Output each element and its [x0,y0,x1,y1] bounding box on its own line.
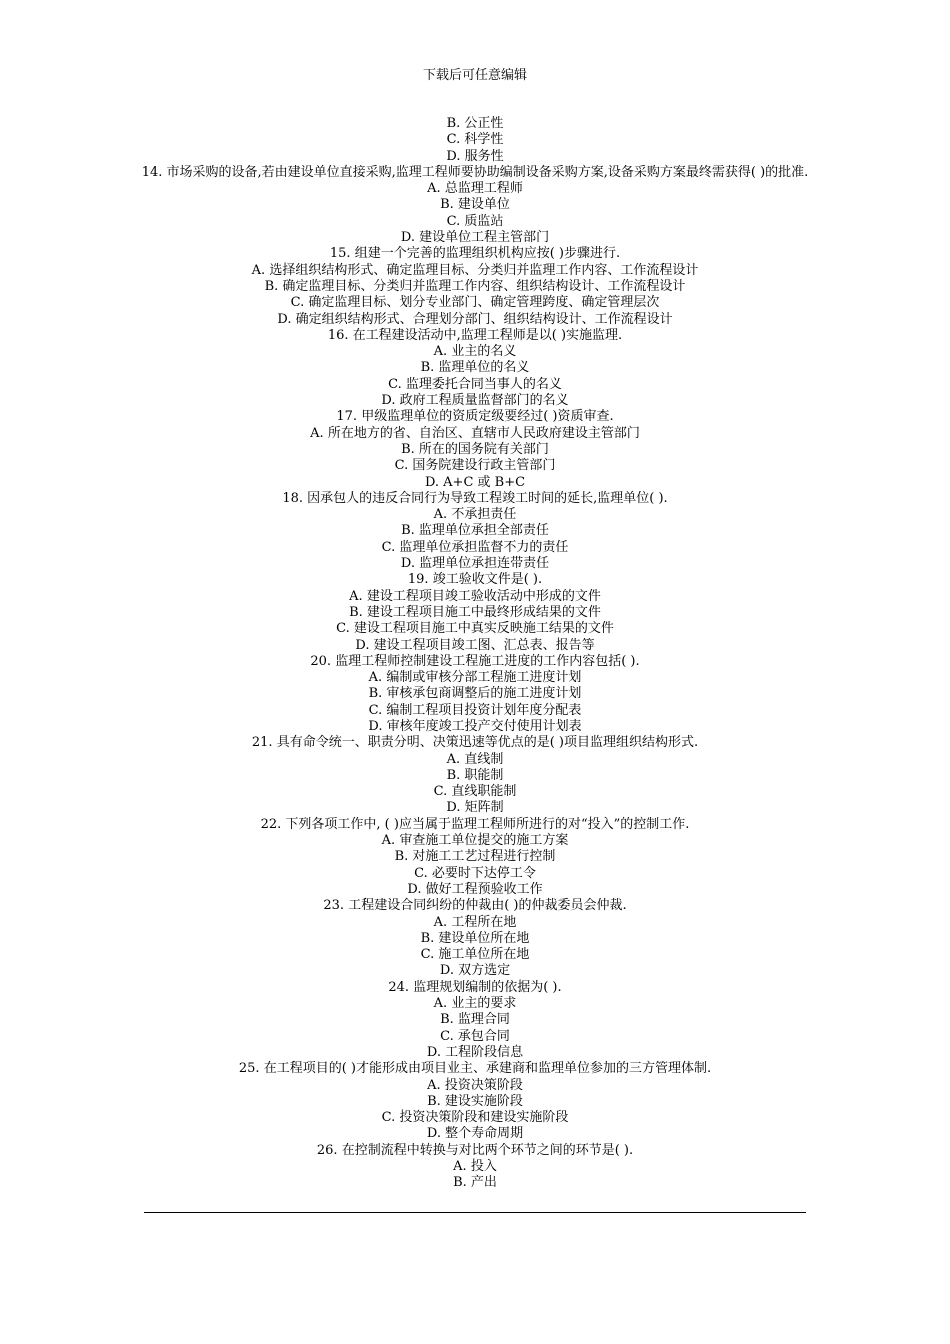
document-line: 16. 在工程建设活动中,监理工程师是以( )实施监理. [327,327,623,343]
document-line: B. 监理合同 [440,1012,510,1028]
document-line: C. 承包合同 [440,1028,510,1044]
document-line: C. 施工单位所在地 [420,947,530,963]
document-line: 25. 在工程项目的( )才能形成由项目业主、承建商和监理单位参加的三方管理体制. [238,1061,712,1077]
document-line: D. 双方选定 [439,963,511,979]
document-line: 22. 下列各项工作中, ( )应当属于监理工程师所进行的对“投入”的控制工作. [260,816,690,832]
document-line: D. 建设单位工程主管部门 [400,230,550,246]
document-line: C. 投资决策阶段和建设实施阶段 [381,1110,569,1126]
document-line: 21. 具有命令统一、职责分明、决策迅速等优点的是( )项目监理组织结构形式. [251,735,699,751]
page-header: 下载后可任意编辑 [422,68,527,83]
document-line: 24. 监理规划编制的依据为( ). [388,979,562,995]
document-line: A. 建设工程项目竣工验收活动中形成的文件 [349,588,601,604]
document-line: 26. 在控制流程中转换与对比两个环节之间的环节是( ). [316,1142,634,1158]
document-line: 20. 监理工程师控制建设工程施工进度的工作内容包括( ). [310,653,640,669]
document-line: C. 建设工程项目施工中真实反映施工结果的文件 [336,621,614,637]
document-line: A. 不承担责任 [433,507,517,523]
document-line: A. 投入 [453,1159,497,1174]
document-line: B. 职能制 [446,767,504,783]
document-line: B. 产出 [453,1175,497,1191]
document-line: D. 整个寿命周期 [426,1126,524,1142]
document-line: C. 国务院建设行政主管部门 [394,458,556,474]
document-line: C. 监理委托合同当事人的名义 [388,376,562,392]
document-line: B. 建设单位所在地 [420,930,530,946]
document-line: C. 科学性 [446,132,504,148]
document-line: D. 确定组织结构形式、合理划分部门、组织结构设计、工作流程设计 [277,311,673,327]
document-line: B. 所在的国务院有关部门 [401,441,549,457]
document-line: B. 建设实施阶段 [427,1093,523,1109]
document-line: D. 建设工程项目竣工图、汇总表、报告等 [355,637,595,653]
document-line: C. 监理单位承担监督不力的责任 [381,539,569,555]
document-line: A. 所在地方的省、自治区、直辖市人民政府建设主管部门 [310,425,640,441]
document-body [140,116,810,1192]
document-line: B. 建设单位 [440,197,510,213]
document-line: A. 业主的名义 [433,344,517,360]
document-line: B. 建设工程项目施工中最终形成结果的文件 [349,604,601,620]
document-line: A. 总监理工程师 [427,181,523,197]
document-line: D. 做好工程预验收工作 [407,881,543,897]
document-line: A. 直线制 [446,751,504,767]
document-line: A. 选择组织结构形式、确定监理目标、分类归并监理工作内容、工作流程设计 [251,262,699,278]
page-bottom-rule [144,1212,806,1213]
document-line: B. 监理单位的名义 [420,360,530,376]
document-line: C. 必要时下达停工令 [414,865,536,881]
document-line: 14. 市场采购的设备,若由建设单位直接采购,监理工程师要协助编制设备采购方案,设备采购方案最终需获得( )的批准. [141,164,809,180]
document-line: B. 确定监理目标、分类归并监理工作内容、组织结构设计、工作流程设计 [264,278,686,294]
document-line: D. 审核年度竣工投产交付使用计划表 [368,718,582,734]
document-line: D. 服务性 [446,148,504,164]
document-line: C. 编制工程项目投资计划年度分配表 [368,702,582,718]
document-line: 15. 组建一个完善的监理组织机构应按( )步骤进行. [329,246,621,262]
document-line: A. 工程所在地 [433,914,517,930]
document-line: C. 质监站 [446,213,504,229]
document-line: D. 政府工程质量监督部门的名义 [381,393,569,409]
document-line: 19. 竣工验收文件是( ). [407,572,543,588]
document-line: D. A+C 或 B+C [424,474,526,490]
document-line: D. 监理单位承担连带责任 [400,556,550,572]
document-line: B. 对施工工艺过程进行控制 [394,849,556,865]
document-line: B. 公正性 [446,116,504,131]
document-line: D. 工程阶段信息 [426,1044,524,1060]
document-line: A. 编制或审核分部工程施工进度计划 [368,670,582,686]
document-line: A. 投资决策阶段 [427,1077,523,1093]
document-line: D. 矩阵制 [446,800,504,816]
document-line: 17. 甲级监理单位的资质定级要经过( )资质审查. [336,409,614,425]
document-line: A. 业主的要求 [433,996,517,1012]
document-line: A. 审查施工单位提交的施工方案 [381,833,569,849]
document-line: B. 监理单位承担全部责任 [401,523,549,539]
document-line: B. 审核承包商调整后的施工进度计划 [368,686,582,702]
document-line: C. 确定监理目标、划分专业部门、确定管理跨度、确定管理层次 [290,295,660,311]
document-line: 23. 工程建设合同纠纷的仲裁由( )的仲裁委员会仲裁. [323,898,627,914]
document-line: 18. 因承包人的违反合同行为导致工程竣工时间的延长,监理单位( ). [282,490,668,506]
document-line: C. 直线职能制 [433,784,517,800]
